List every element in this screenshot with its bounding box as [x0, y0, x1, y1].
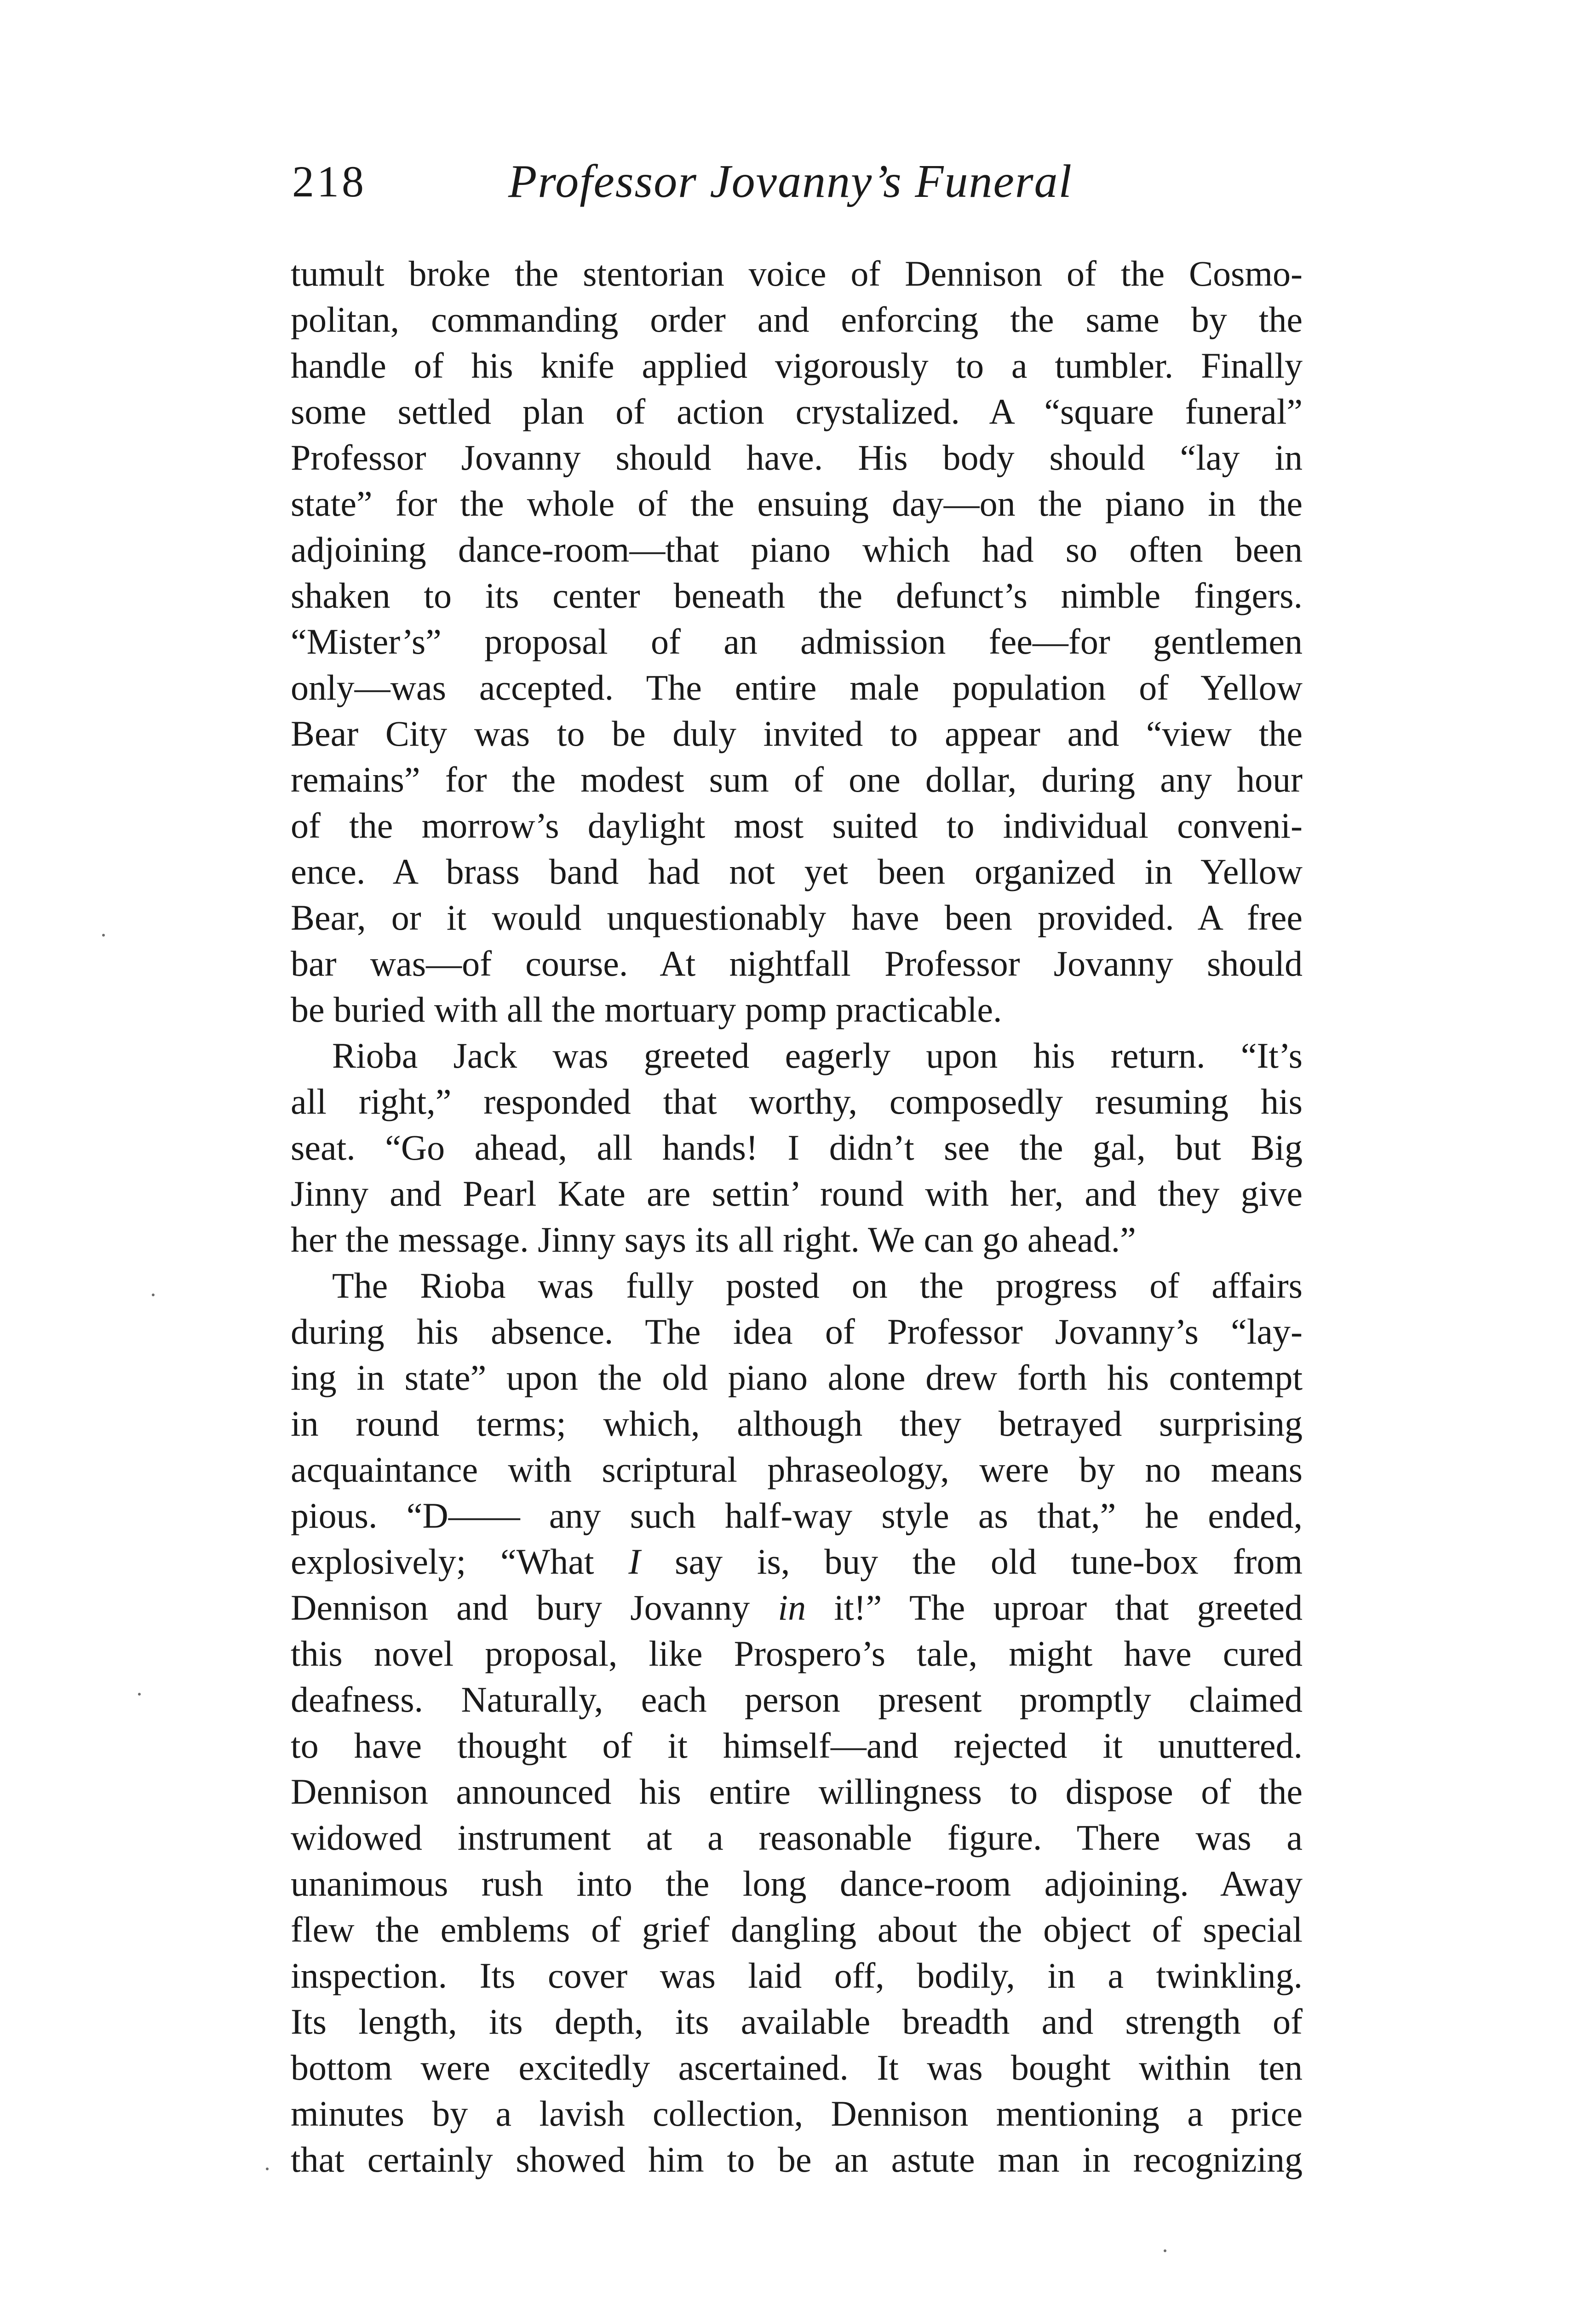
- text-line: politan, commanding order and enforcing the same by the: [291, 299, 1303, 339]
- text-line: bar was—of course. At nightfall Professor Jovanny should: [291, 943, 1303, 983]
- text-line: Dennison announced his entire willingness to dispose of the: [291, 1771, 1303, 1811]
- text-line: of the morrow’s daylight most suited to individual conveni-: [291, 805, 1303, 845]
- text-line: bottom were excitedly ascertained. It was bought within ten: [291, 2047, 1303, 2087]
- text-line: Dennison and bury Jovanny in it!” The uproar that greeted: [291, 1587, 1303, 1627]
- running-title: Professor Jovanny’s Funeral: [508, 155, 1073, 207]
- text-line: Professor Jovanny should have. His body should “lay in: [291, 437, 1303, 477]
- text-line: her the message. Jinny says its all right. We can go ahead.”: [291, 1219, 1136, 1259]
- text-line: that certainly showed him to be an astute man in recognizing: [291, 2139, 1303, 2179]
- text-line: unanimous rush into the long dance-room adjoining. Away: [291, 1863, 1303, 1903]
- text-line: be buried with all the mortuary pomp practicable.: [291, 989, 1002, 1029]
- emphasis: in: [778, 1587, 806, 1627]
- text-line: seat. “Go ahead, all hands! I didn’t see the gal, but Big: [291, 1127, 1303, 1167]
- speck: [102, 934, 105, 937]
- text-line: acquaintance with scriptural phraseology, were by no means: [291, 1449, 1303, 1489]
- text-line: all right,” responded that worthy, composedly resuming his: [291, 1081, 1303, 1121]
- text-line: widowed instrument at a reasonable figure. There was a: [291, 1817, 1303, 1857]
- text-line: state” for the whole of the ensuing day—on the piano in the: [291, 483, 1303, 523]
- text-line: tumult broke the stentorian voice of Dennison of the Cosmo-: [291, 253, 1303, 293]
- text-line: adjoining dance-room—that piano which had so often been: [291, 529, 1303, 569]
- text-line: this novel proposal, like Prospero’s tale, might have cured: [291, 1633, 1303, 1673]
- paragraph-first-line: Rioba Jack was greeted eagerly upon his return. “It’s: [332, 1035, 1303, 1075]
- text-line: handle of his knife applied vigorously to a tumbler. Finally: [291, 345, 1303, 385]
- text-line: inspection. Its cover was laid off, bodily, in a twinkling.: [291, 1955, 1303, 1995]
- speck: [152, 1294, 155, 1296]
- speck: [266, 2168, 269, 2170]
- body-text: [291, 251, 1303, 2183]
- text-line: explosively; “What I say is, buy the old tune-box from: [291, 1541, 1303, 1581]
- text-line: during his absence. The idea of Professor Jovanny’s “lay-: [291, 1311, 1303, 1351]
- text-line: to have thought of it himself—and rejected it unuttered.: [291, 1725, 1303, 1765]
- page-number: 218: [292, 157, 367, 206]
- text-line: remains” for the modest sum of one dollar, during any hour: [291, 759, 1303, 799]
- text-line: deafness. Naturally, each person present promptly claimed: [291, 1679, 1303, 1719]
- text-line: ing in state” upon the old piano alone drew forth his contempt: [291, 1357, 1303, 1397]
- text-line: minutes by a lavish collection, Dennison mentioning a price: [291, 2093, 1303, 2133]
- text-line: Jinny and Pearl Kate are settin’ round with her, and they give: [291, 1173, 1303, 1213]
- text-line: ence. A brass band had not yet been organized in Yellow: [291, 851, 1303, 891]
- text-line: “Mister’s” proposal of an admission fee—for gentlemen: [291, 621, 1303, 661]
- speck: [138, 1693, 141, 1696]
- paragraph-first-line: The Rioba was fully posted on the progress of affairs: [332, 1265, 1303, 1305]
- running-head: [292, 152, 1304, 221]
- text-line: in round terms; which, although they betrayed surprising: [291, 1403, 1303, 1443]
- text-line: flew the emblems of grief dangling about the object of special: [291, 1909, 1303, 1949]
- text-line: Its length, its depth, its available breadth and strength of: [291, 2001, 1303, 2041]
- text-line: Bear, or it would unquestionably have been provided. A free: [291, 897, 1303, 937]
- text-line: pious. “D—— any such half-way style as that,” he ended,: [291, 1495, 1303, 1535]
- text-line: Bear City was to be duly invited to appear and “view the: [291, 713, 1303, 753]
- speck: [1164, 2249, 1166, 2252]
- text-line: some settled plan of action crystalized. A “square funeral”: [291, 391, 1303, 431]
- text-line: shaken to its center beneath the defunct’s nimble fingers.: [291, 575, 1303, 615]
- text-line: only—was accepted. The entire male population of Yellow: [291, 667, 1303, 707]
- emphasis: I: [628, 1541, 641, 1581]
